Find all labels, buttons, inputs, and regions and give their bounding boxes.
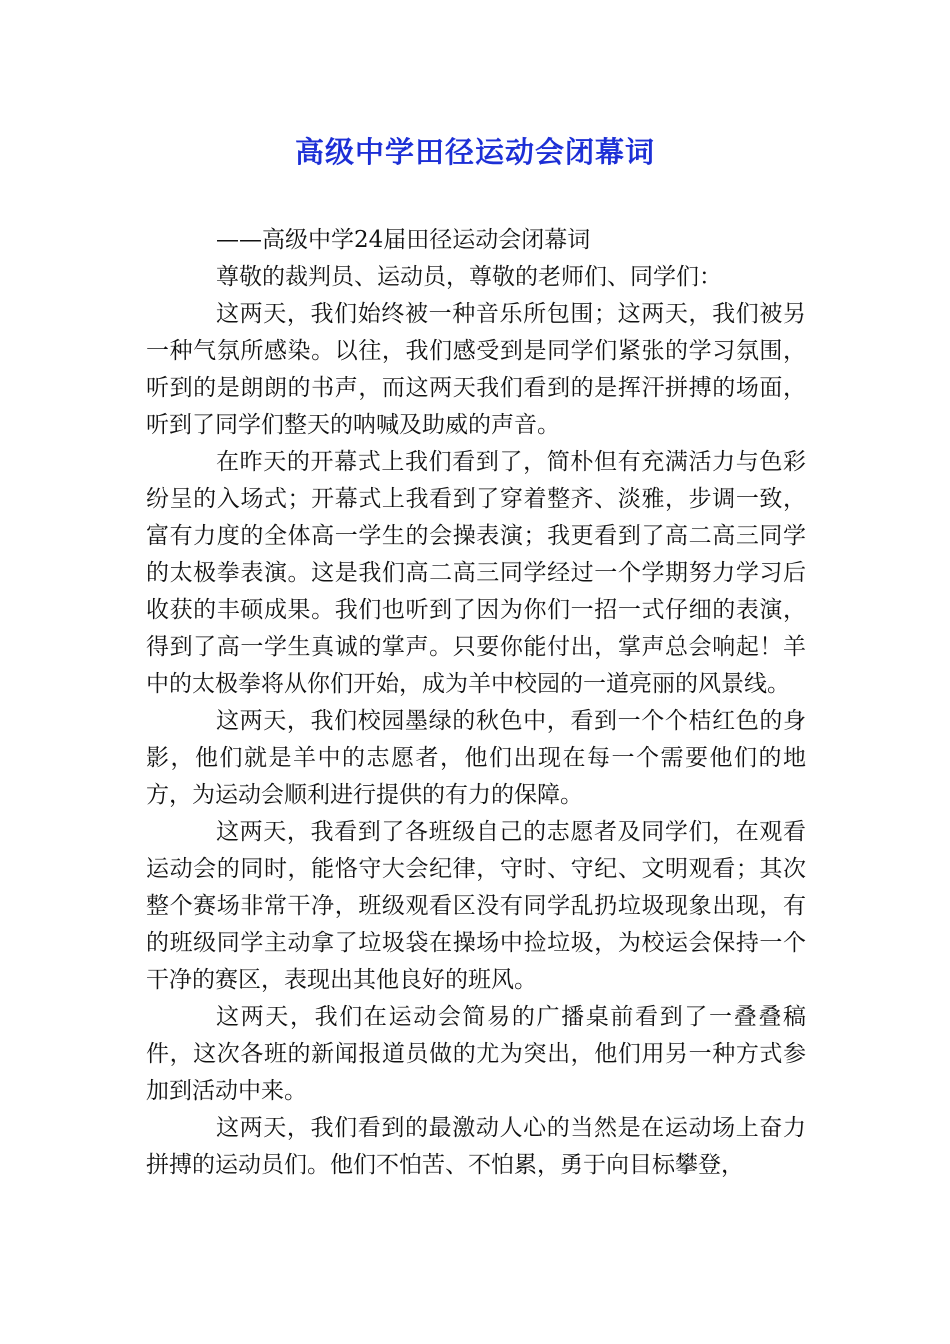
paragraph: 这两天，我们在运动会简易的广播桌前看到了一叠叠稿件，这次各班的新闻报道员做的尤为突出，他们用另一种方式参加到活动中来。 (146, 1004, 806, 1104)
paragraph: 这两天，我们校园墨绿的秋色中，看到一个个桔红色的身影，他们就是羊中的志愿者，他们出现在每一个需要他们的地方，为运动会顺利进行提供的有力的保障。 (146, 708, 806, 808)
paragraph: 这两天，我们看到的最激动人心的当然是在运动场上奋力拼搏的运动员们。他们不怕苦、不怕累，勇于向目标攀登， (146, 1115, 806, 1178)
paragraph: 在昨天的开幕式上我们看到了，简朴但有充满活力与色彩纷呈的入场式；开幕式上我看到了穿着整齐、淡雅，步调一致，富有力度的全体高一学生的会操表演；我更看到了高二高三同学的太极拳表演。这是我们高二高三同学经过一个学期努力学习后收获的丰硕成果。我们也听到了因为你们一招一式仔细的表演，得到了高一学生真诚的掌声。只要你能付出，掌声总会响起！羊中的太极拳将从你们开始，成为羊中校园的一道亮丽的风景线。 (146, 449, 806, 697)
document-title: 高级中学田径运动会闭幕词 (294, 135, 655, 169)
paragraph: 这两天，我看到了各班级自己的志愿者及同学们，在观看运动会的同时，能恪守大会纪律，守时、守纪、文明观看；其次整个赛场非常干净，班级观看区没有同学乱扔垃圾现象出现，有的班级同学主动拿了垃圾袋在操场中捡垃圾，为校运会保持一个干净的赛区，表现出其他良好的班风。 (146, 819, 806, 993)
paragraph: 这两天，我们始终被一种音乐所包围；这两天，我们被另一种气氛所感染。以往，我们感受到是同学们紧张的学习氛围，听到的是朗朗的书声，而这两天我们看到的是挥汗拼搏的场面，听到了同学们整天的呐喊及助威的声音。 (146, 301, 806, 438)
salutation: 尊敬的裁判员、运动员，尊敬的老师们、同学们： (216, 264, 722, 290)
document-subtitle: ——高级中学24届田径运动会闭幕词 (216, 227, 591, 253)
document-body (146, 222, 806, 1184)
